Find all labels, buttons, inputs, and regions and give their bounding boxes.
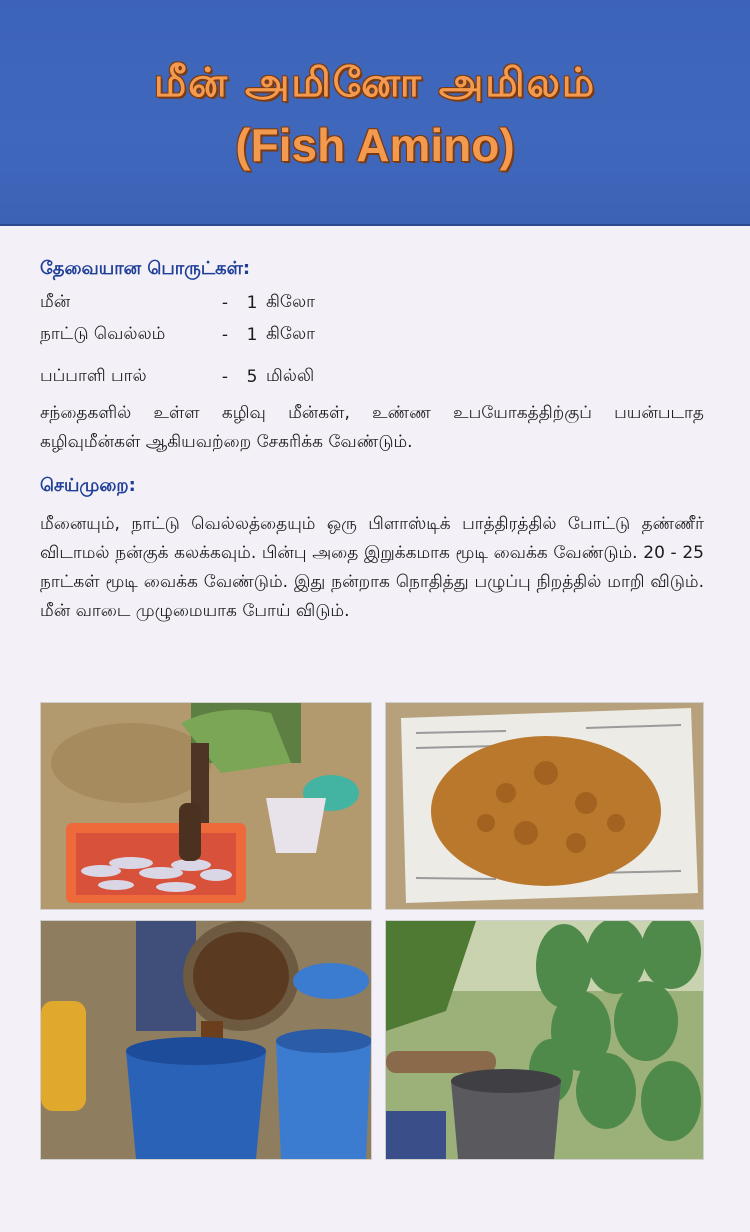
ingredient-unit: கிலோ <box>266 292 315 312</box>
ingredient-unit: மில்லி <box>266 366 315 386</box>
ingredient-name: மீன் <box>40 292 71 312</box>
title-english: (Fish Amino) <box>235 119 515 171</box>
ingredient-separator: - <box>221 325 229 345</box>
ingredient-name: பப்பாளி பால் <box>40 366 147 386</box>
method-heading: செய்முறை: <box>40 475 136 496</box>
ingredient-row <box>40 287 704 319</box>
method-text: மீனையும், நாட்டு வெல்லத்தையும் ஒரு பிளாஸ்டிக் பாத்திரத்தில் போட்டு தண்ணீர் விடாமல் நன்குக் கலக்கவும். பின்பு அதை இறுக்கமாக மூடி வைக்க வேண்டும். 20 - 25 நாட்கள் மூடி வைக்க வேண்டும். இது நன்றாக நொதித்து பழுப்பு நிறத்தில் மாறி விடும். மீன் வாடை முழுமையாக போய் விடும். <box>40 514 704 621</box>
papaya-tree-photo <box>385 920 704 1160</box>
content <box>40 258 704 626</box>
ingredient-name: நாட்டு வெல்லம் <box>40 324 166 344</box>
photo-grid <box>40 702 702 1158</box>
ingredient-quantity: 1 <box>246 293 258 313</box>
ingredient-row <box>40 319 704 351</box>
ingredients-heading: தேவையான பொருட்கள்: <box>40 258 251 279</box>
ingredient-unit: கிலோ <box>266 324 315 344</box>
fish-in-basket-photo <box>40 702 372 910</box>
ingredients-list <box>40 287 704 393</box>
ingredient-separator: - <box>221 293 229 313</box>
ingredient-row <box>40 361 704 393</box>
ingredient-quantity: 5 <box>246 367 258 387</box>
title-banner <box>0 0 750 226</box>
title-tamil: மீன் அமினோ அமிலம் <box>153 60 597 106</box>
jaggery-on-newspaper-photo <box>385 702 704 910</box>
ingredient-separator: - <box>221 367 229 387</box>
pouring-into-buckets-photo <box>40 920 372 1160</box>
ingredients-note: சந்தைகளில் உள்ள கழிவு மீன்கள், உண்ண உபயோகத்திற்குப் பயன்படாத கழிவுமீன்கள் ஆகியவற்றை சேகரிக்க வேண்டும். <box>40 403 704 452</box>
ingredient-quantity: 1 <box>246 325 258 345</box>
